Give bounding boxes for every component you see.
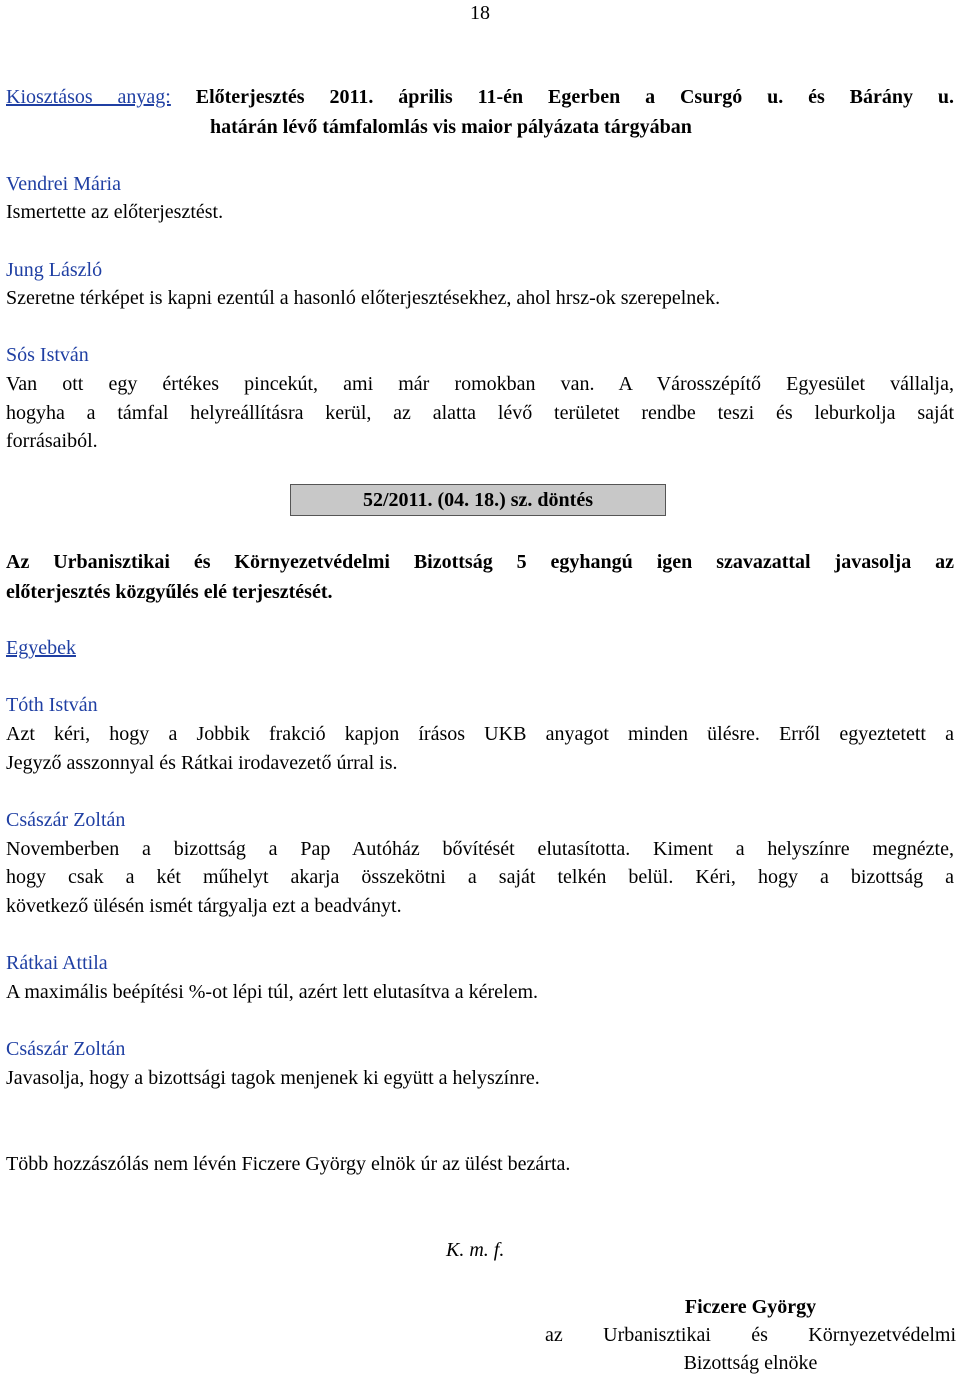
kmf-label: K. m. f. <box>446 1239 505 1261</box>
statement-3-line-1: Van ott egy értékes pincekút, ami már romokban van. A Városszépítő Egyesület vállalja, <box>6 373 954 395</box>
statement-2: Szeretne térképet is kapni ezentúl a hasonló előterjesztésekhez, ahol hrsz-ok szerepelnek. <box>6 287 721 309</box>
statement-1: Ismertette az előterjesztést. <box>6 201 224 223</box>
speaker-6: Rátkai Attila <box>6 952 108 974</box>
speaker-4: Tóth István <box>6 694 98 716</box>
decision-number-box: 52/2011. (04. 18.) sz. döntés <box>290 484 666 516</box>
statement-6: A maximális beépítési %-ot lépi túl, azért lett elutasítva a kérelem. <box>6 981 539 1003</box>
decision-text-line-1: Az Urbanisztikai és Környezetvédelmi Bizottság 5 egyhangú igen szavazattal javasolja az <box>6 551 954 573</box>
statement-4-line-2: Jegyző asszonnyal és Rátkai irodavezető úrral is. <box>6 752 398 774</box>
decision-text-line-2: előterjesztés közgyűlés elé terjesztését. <box>6 581 333 603</box>
statement-3-line-2: hogyha a támfal helyreállításra kerül, az alatta lévő területet rendbe teszi és leburkolja saját <box>6 402 954 424</box>
speaker-7: Császár Zoltán <box>6 1038 126 1060</box>
header-title-1: Előterjesztés 2011. április 11-én Egerben a Csurgó u. és Bárány u. <box>195 86 954 108</box>
statement-5-line-2: hogy csak a két műhelyt akarja összekötni a saját telkén belül. Kéri, hogy a bizottság a <box>6 866 954 888</box>
signatory-role-line-2: Bizottság elnöke <box>683 1352 818 1374</box>
header-title-2: határán lévő támfalomlás vis maior pályázata tárgyában <box>210 116 692 138</box>
section-heading-other: Egyebek <box>6 637 76 659</box>
speaker-5: Császár Zoltán <box>6 809 126 831</box>
statement-7: Javasolja, hogy a bizottsági tagok menjenek ki együtt a helyszínre. <box>6 1067 540 1089</box>
statement-3-line-3: forrásaiból. <box>6 430 98 452</box>
closing-statement: Több hozzászólás nem lévén Ficzere György elnök úr az ülést bezárta. <box>6 1153 571 1175</box>
statement-4-line-1: Azt kéri, hogy a Jobbik frakció kapjon írásos UKB anyagot minden ülésre. Erről egyeztetett a <box>6 723 954 745</box>
signatory-role-line-1: az Urbanisztikai és Környezetvédelmi <box>545 1324 956 1346</box>
statement-5-line-3: következő ülésén ismét tárgyalja ezt a beadványt. <box>6 895 402 917</box>
signatory-name: Ficzere György <box>684 1296 817 1318</box>
handout-label: Kiosztásos anyag: <box>6 86 171 108</box>
statement-5-line-1: Novemberben a bizottság a Pap Autóház bővítését elutasította. Kiment a helyszínre megnézte, <box>6 838 954 860</box>
speaker-3: Sós István <box>6 344 89 366</box>
speaker-1: Vendrei Mária <box>6 173 121 195</box>
page-number: 18 <box>470 2 490 24</box>
header-line-1 <box>6 84 954 110</box>
speaker-2: Jung László <box>6 259 103 281</box>
